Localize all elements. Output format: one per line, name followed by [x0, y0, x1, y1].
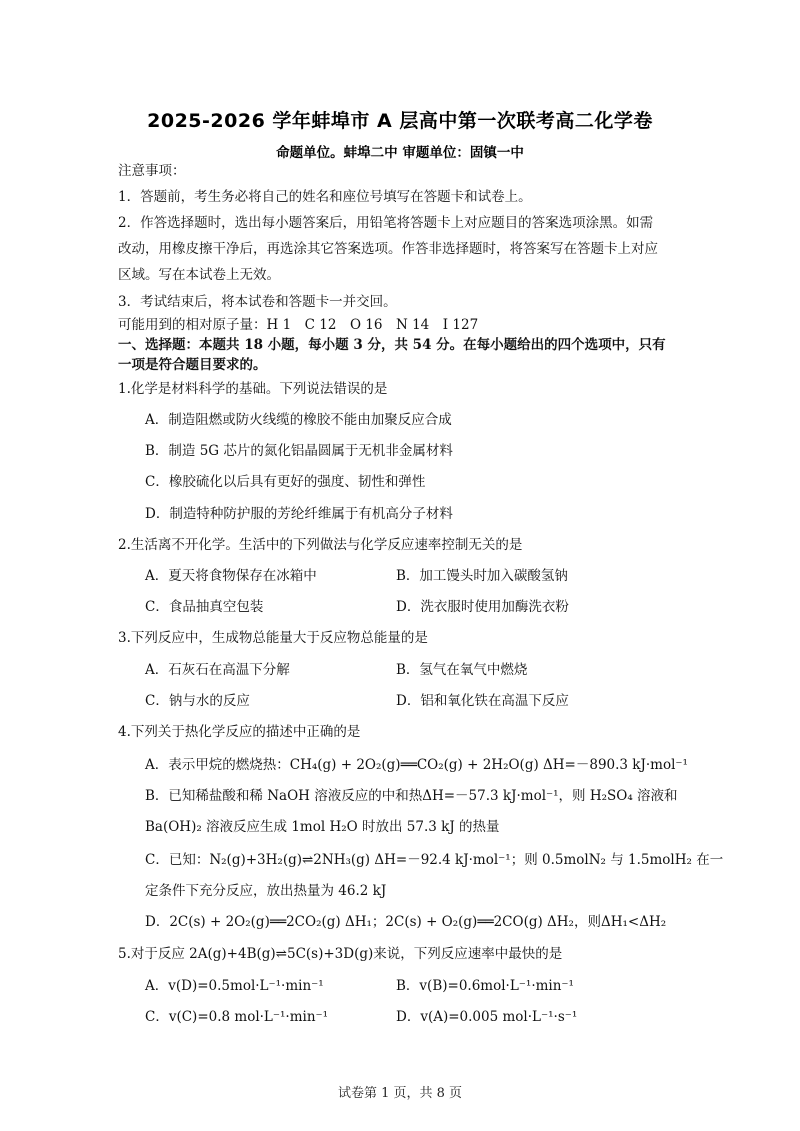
q3-option-d: D．铝和氧化铁在高温下反应 — [396, 693, 569, 709]
q1-stem: 1.化学是材料科学的基础。下列说法错误的是 — [118, 381, 388, 397]
q4-stem: 4.下列关于热化学反应的描述中正确的是 — [118, 724, 361, 740]
notice-line-3: 改动，用橡皮擦干净后，再选涂其它答案选项。作答非选择题时，将答案写在答题卡上对应 — [118, 241, 658, 257]
q5-option-b: B．v(B)=0.6mol·L⁻¹·min⁻¹ — [396, 978, 574, 994]
page-number: 试卷第 1 页，共 8 页 — [337, 1086, 463, 1101]
section-heading-line-1: 一、选择题：本题共 18 小题，每小题 3 分，共 54 分。在每小题给出的四个选项中，只有 — [118, 337, 666, 353]
section-heading-line-2: 一项是符合题目要求的。 — [118, 357, 267, 373]
notice-line-4: 区域。写在本试卷上无效。 — [118, 267, 280, 283]
q5-option-c: C．v(C)=0.8 mol·L⁻¹·min⁻¹ — [145, 1009, 329, 1025]
q2-stem: 2.生活离不开化学。生活中的下列做法与化学反应速率控制无关的是 — [118, 537, 523, 553]
q3-option-b: B．氢气在氧气中燃烧 — [396, 662, 528, 678]
q4-option-b-line-1: B．已知稀盐酸和稀 NaOH 溶液反应的中和热ΔH=－57.3 kJ·mol⁻¹，则 H₂SO₄ 溶液和 — [145, 788, 678, 804]
q4-option-c-line-1: C．已知：N₂(g)+3H₂(g)⇌2NH₃(g) ΔH=－92.4 kJ·mol⁻¹；则 0.5molN₂ 与 1.5molH₂ 在一 — [145, 852, 724, 868]
q3-option-a: A．石灰石在高温下分解 — [145, 662, 290, 678]
notice-line-5: 3．考试结束后，将本试卷和答题卡一并交回。 — [118, 294, 397, 310]
q2-option-c: C．食品抽真空包装 — [145, 599, 264, 615]
atomic-masses: 可能用到的相对原子量：H 1 C 12 O 16 N 14 I 127 — [118, 317, 479, 333]
q2-option-d: D．洗衣服时使用加酶洗衣粉 — [396, 599, 569, 615]
q4-option-d: D．2C(s) + 2O₂(g)══2CO₂(g) ΔH₁；2C(s) + O₂(g)══2CO(g) ΔH₂，则ΔH₁<ΔH₂ — [145, 914, 667, 930]
q4-option-b-line-2: Ba(OH)₂ 溶液反应生成 1mol H₂O 时放出 57.3 kJ 的热量 — [145, 819, 500, 835]
q1-option-c: C．橡胶硫化以后具有更好的强度、韧性和弹性 — [145, 474, 426, 490]
q3-stem: 3.下列反应中，生成物总能量大于反应物总能量的是 — [118, 630, 428, 646]
q1-option-a: A．制造阻燃或防火线缆的橡胶不能由加聚反应合成 — [145, 412, 452, 428]
notice-line-1: 1．答题前，考生务必将自己的姓名和座位号填写在答题卡和试卷上。 — [118, 189, 532, 205]
notice-line-2: 2．作答选择题时，选出每小题答案后，用铅笔将答题卡上对应题目的答案选项涂黑。如需 — [118, 215, 654, 231]
page-subtitle: 命题单位。蚌埠二中 审题单位：固镇一中 — [276, 145, 524, 161]
q1-option-d: D．制造特种防护服的芳纶纤维属于有机高分子材料 — [145, 506, 453, 522]
q2-option-b: B．加工馒头时加入碳酸氢钠 — [396, 568, 568, 584]
q5-stem: 5.对于反应 2A(g)+4B(g)⇌5C(s)+3D(g)来说，下列反应速率中最快的是 — [118, 946, 563, 962]
q4-option-c-line-2: 定条件下充分反应，放出热量为 46.2 kJ — [145, 883, 387, 899]
q3-option-c: C．钠与水的反应 — [145, 693, 250, 709]
q5-option-d: D．v(A)=0.005 mol·L⁻¹·s⁻¹ — [396, 1009, 578, 1025]
q5-option-a: A．v(D)=0.5mol·L⁻¹·min⁻¹ — [145, 978, 324, 994]
notice-heading: 注意事项： — [118, 163, 186, 179]
q1-option-b: B．制造 5G 芯片的氮化铝晶圆属于无机非金属材料 — [145, 443, 453, 459]
q4-option-a: A．表示甲烷的燃烧热：CH₄(g) + 2O₂(g)══CO₂(g) + 2H₂O(g) ΔH=－890.3 kJ·mol⁻¹ — [145, 757, 688, 773]
page-title: 2025-2026 学年蚌埠市 A 层高中第一次联考高二化学卷 — [147, 110, 653, 132]
q2-option-a: A．夏天将食物保存在冰箱中 — [145, 568, 317, 584]
